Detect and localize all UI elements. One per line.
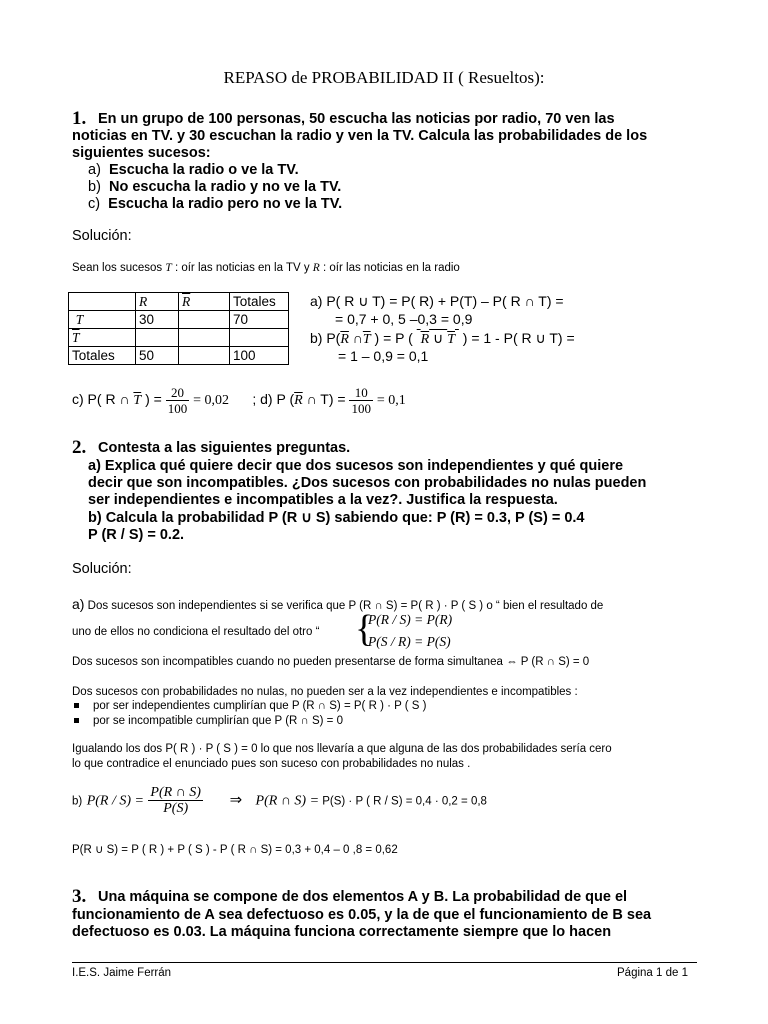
page-title: REPASO de PROBABILIDAD II ( Resueltos): (223, 68, 545, 87)
solution-2b-union: P(R ∪ S) = P ( R ) + P ( S ) - P ( R ∩ S) = 0,3 + 0,4 – 0 ,8 = 0,62 (72, 844, 398, 856)
bullet-icon (74, 703, 79, 708)
solution-2-not-both: Dos sucesos con probabilidades no nulas, no pueden ser a la vez independientes e incompatibles : (72, 686, 578, 698)
events-definition: Sean los sucesos T : oír las noticias en la TV y R : oír las noticias en la radio (72, 262, 460, 274)
table-row (69, 347, 289, 365)
table-row (69, 311, 289, 329)
question-2-a-line-3: ser independientes e incompatibles a la vez?. Justifica la respuesta. (88, 492, 558, 508)
table-cell (230, 329, 289, 347)
question-3-line-1: Una máquina se compone de dos elementos A y B. La probabilidad de que el (98, 889, 628, 905)
solution-2-line-6: lo que contradice el enunciado pues son suceso con probabilidades no nulas . (72, 758, 471, 770)
table-cell: $\overline{T}$ (69, 329, 136, 347)
system-eq-1: P(R / S) = P(R) (368, 612, 453, 627)
table-cell: 100 (230, 347, 289, 365)
solution-1-label: Solución: (72, 228, 132, 244)
question-2-b-line-1: b) Calcula la probabilidad P (R ∪ S) sabiendo que: P (R) = 0.3, P (S) = 0.4 (88, 510, 585, 526)
table-cell (179, 311, 230, 329)
table-cell (69, 293, 136, 311)
system-brace: { (355, 608, 374, 650)
footer-divider (72, 962, 697, 963)
question-2-b-line-2: P (R / S) = 0.2. (88, 527, 185, 543)
solution-1b-line-2: = 1 – 0,9 = 0,1 (338, 348, 429, 364)
table-cell: R (136, 293, 179, 311)
question-3-line-3: defectuoso es 0.03. La máquina funciona correctamente siempre que lo hacen (72, 924, 612, 940)
question-1-line-2: noticias en TV. y 30 escuchan la radio y ven la TV. Calcula las probabilidades de los (72, 128, 648, 144)
question-1-line-3: siguientes sucesos: (72, 145, 211, 161)
footer-page-number: Página 1 de 1 (617, 967, 688, 979)
table-cell: 50 (136, 347, 179, 365)
question-1-number: 1. (72, 108, 87, 129)
system-eq-2: P(S / R) = P(S) (368, 634, 451, 649)
table-cell: Totales (230, 293, 289, 311)
solution-1cd: c) P( R ∩ $\overline{T}$ ) = $\frac{20}{100}$ = 0,02 ; d) P ($\overline{R}$ ∩ T) = $\frac{10}{100}$ = 0,1 (72, 385, 406, 416)
table-cell: $\overline{R}$ (179, 293, 230, 311)
solution-2-line-5: Igualando los dos P( R ) · P ( S ) = 0 lo que nos llevaría a que alguna de las dos probabilidades sería cero (72, 743, 612, 755)
solution-2-line-2: uno de ellos no condiciona el resultado del otro “ (72, 626, 320, 638)
table-cell (179, 329, 230, 347)
question-2-a-line-2: decir que son incompatibles. ¿Dos sucesos con probabilidades no nulas pueden (88, 475, 647, 491)
fraction-c: $\frac{20}{100}$ (167, 385, 188, 416)
solution-2-label: Solución: (72, 561, 132, 577)
table-row (69, 293, 289, 311)
table-cell: Totales (69, 347, 136, 365)
fraction-d: $\frac{10}{100}$ (351, 385, 371, 416)
solution-1a-line-1: a) P( R ∪ T) = P( R) + P(T) – P( R ∩ T) = (310, 293, 564, 309)
question-1-item-a: a) Escucha la radio o ve la TV. (88, 162, 299, 178)
solution-2-incompatible: Dos sucesos son incompatibles cuando no pueden presentarse de forma simultanea ⇔ P (R ∩ S) = 0 (72, 656, 590, 668)
implies-arrow: ⇒ (229, 791, 243, 809)
solution-1a-line-2: = 0,7 + 0, 5 –0,3 = 0,9 (335, 311, 473, 327)
footer-school: I.E.S. Jaime Ferrán (72, 967, 172, 979)
table-cell (179, 347, 230, 365)
table-cell: 30 (136, 311, 179, 329)
table-cell: T (69, 311, 136, 329)
solution-1b-line-1: b) $P(\overline{R}$ $\cap\overline{T}$ ) = P ( R ∪ T ) = 1 - P( R ∪ T) = (310, 330, 575, 347)
contingency-table (68, 292, 289, 365)
question-1-line-1: En un grupo de 100 personas, 50 escucha las noticias por radio, 70 ven las (98, 111, 615, 127)
question-2-line-1: Contesta a las siguientes preguntas. (98, 440, 351, 456)
table-cell: 70 (230, 311, 289, 329)
question-2-a-line-1: a) Explica qué quiere decir que dos sucesos son independientes y qué quiere (88, 458, 624, 474)
question-3-number: 3. (72, 886, 87, 907)
list-item: por se incompatible cumplirían que P (R ∩ S) = 0 (74, 715, 343, 727)
question-3-line-2: funcionamiento de A sea defectuoso es 0.05, y la de que el funcionamiento de B sea (72, 907, 652, 923)
table-row (69, 329, 289, 347)
conditional-fraction: $\frac{P(R \cap S)}{P(S)}$ (150, 785, 201, 816)
bullet-icon (74, 718, 79, 723)
solution-2b-formula: b) P(R / S) = $\frac{P(R \cap S)}{P(S)}$ ⇒ P(R ∩ S) = P(S) · P ( R / S) = 0,4 · 0,2 = 0,8 (72, 785, 487, 816)
table-cell (136, 329, 179, 347)
solution-2-line-1: a) Dos sucesos son independientes si se verifica que P (R ∩ S) = P( R ) · P ( S ) o “ bien el resultado de (72, 596, 604, 612)
list-item: por ser independientes cumplirían que P (R ∩ S) = P( R ) · P ( S ) (74, 700, 427, 712)
question-1-item-c: c) Escucha la radio pero no ve la TV. (88, 196, 343, 212)
question-2-number: 2. (72, 437, 87, 458)
question-1-item-b: b) No escucha la radio y no ve la TV. (88, 179, 342, 195)
